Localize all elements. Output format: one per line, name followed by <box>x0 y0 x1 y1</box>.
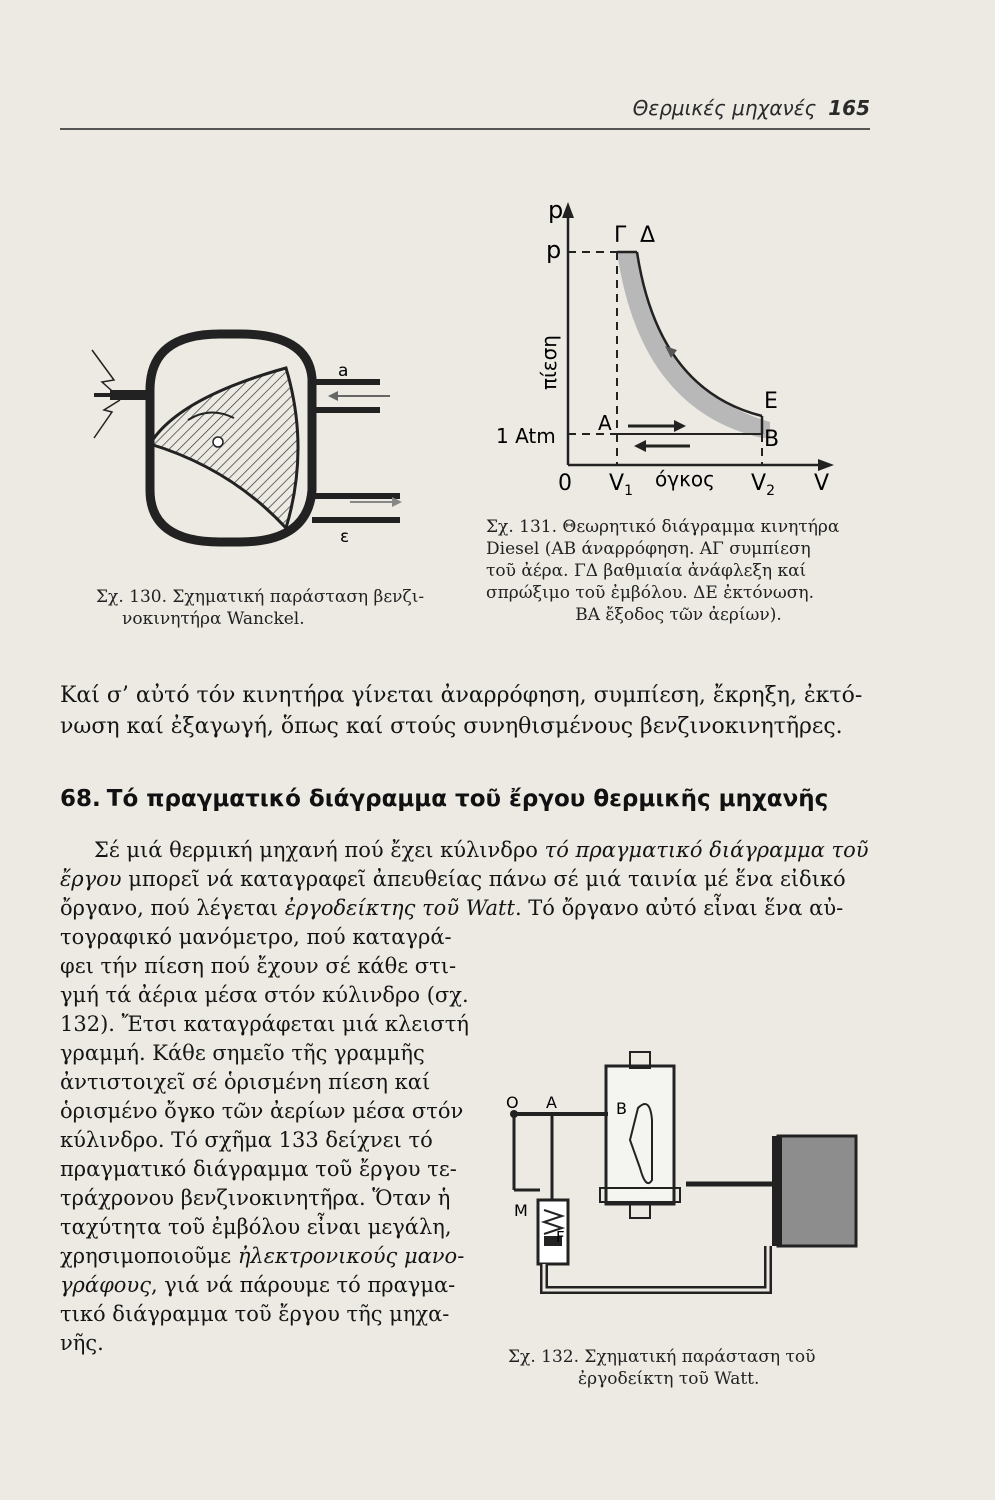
axis-x-letter: V <box>814 471 830 496</box>
caption-131-line-4: σπρώξιμο τοῦ ἐμβόλου. ΔΕ ἐκτόνωση. <box>486 583 814 603</box>
intro-paragraph <box>60 680 880 742</box>
figure-130-caption <box>96 586 436 630</box>
section-title-text: Τό πραγματικό διάγραμμα τοῦ ἔργου θερμικῆς μηχανῆς <box>106 786 829 812</box>
body-line-2: ἔργου μπορεῖ νά καταγραφεῖ ἀπευθείας πάνω σέ μιά ταινία μέ ἕνα εἰδικό <box>60 867 846 891</box>
body-narrow-line: νῆς. <box>60 1331 104 1355</box>
recording-drum <box>606 1066 674 1204</box>
point-delta: Δ <box>640 223 656 248</box>
intro-line-2: νωση καί ἐξαγωγή, ὅπως καί στούς συνηθισμένους βενζινοκινητῆρες. <box>60 714 843 739</box>
origin-label: 0 <box>558 471 572 496</box>
body-narrow-line: ταχύτητα τοῦ ἐμβόλου εἶναι μεγάλη, <box>60 1215 452 1239</box>
caption-130-line-1: Σχ. 130. Σχηματική παράσταση βενζι- <box>96 587 425 607</box>
body-narrow-line: 132). Ἔτσι καταγράφεται μιά κλειστή <box>60 1012 469 1036</box>
caption-130-line-2: νοκινητήρα Wanckel. <box>122 609 305 629</box>
figure-131-caption <box>486 516 871 626</box>
v1-label: $V_1$ <box>609 471 633 499</box>
connecting-pipe <box>544 1246 768 1290</box>
rotor-shape <box>150 368 298 528</box>
body-narrow-line: ὁρισμένο ὄγκο τῶν ἀερίων μέσα στόν <box>60 1099 464 1123</box>
body-narrow-line: γμή τά ἀέρια μέσα στόν κύλινδρο (σχ. <box>60 983 469 1007</box>
body-narrow-line: κύλινδρο. Τό σχῆμα 133 δείχνει τό <box>60 1128 433 1152</box>
body-narrow-line: τράχρονου βενζινοκινητῆρα. Ὅταν ἡ <box>60 1186 451 1210</box>
caption-132-line-1: Σχ. 132. Σχηματική παράσταση τοῦ <box>508 1347 816 1367</box>
work-area <box>617 252 770 438</box>
running-title: Θερμικές μηχανές <box>632 96 817 120</box>
body-line-3: ὄργανο, πού λέγεται ἐργοδείκτης τοῦ Watt. Τό ὄργανο αὐτό εἶναι ἕνα αὐ- <box>60 896 844 920</box>
page-number: 165 <box>828 96 870 120</box>
engine-cylinder <box>778 1136 856 1246</box>
body-line-1: Σέ μιά θερμική μηχανή πού ἔχει κύλινδρο τό πραγματικό διάγραμμα τοῦ <box>94 838 869 862</box>
volume-label: όγκος <box>655 467 715 491</box>
body-narrow-line: ἀντιστοιχεῖ σέ ὁρισμένη πίεση καί <box>60 1070 431 1094</box>
figure-131-diesel-diagram <box>490 190 850 500</box>
body-paragraph-narrow <box>60 923 480 1358</box>
axis-y-letter: p <box>548 196 564 224</box>
one-atm-label: 1 Atm <box>496 424 556 448</box>
point-e: E <box>764 389 778 414</box>
page-header <box>60 96 870 120</box>
body-paragraph-wide <box>60 836 880 923</box>
intro-line-1: Καί σ’ αὐτό τόν κινητήρα γίνεται ἀναρρόφηση, συμπίεση, ἔκρηξη, ἐκτό- <box>60 683 863 708</box>
body-narrow-line: χρησιμοποιοῦμε ἠλεκτρονικούς μανο- <box>60 1244 465 1268</box>
caption-131-line-2: Diesel (ΑΒ άναρρόφηση. ΑΓ συμπίεση <box>486 539 811 559</box>
body-narrow-line: γραμμή. Κάθε σημεῖο τῆς γραμμῆς <box>60 1041 425 1065</box>
v2-label: $V_2$ <box>751 471 775 499</box>
caption-132-line-2: ἐργοδείκτη τοῦ Watt. <box>578 1369 760 1389</box>
axis-y-title: πίεση <box>537 335 561 390</box>
section-number: 68. <box>60 786 101 812</box>
figure-132-caption <box>500 1346 870 1390</box>
label-o: O <box>506 1093 519 1112</box>
section-heading <box>60 786 880 812</box>
body-narrow-line: γράφους, γιά νά πάρουμε τό πραγμα- <box>60 1273 456 1297</box>
point-b: B <box>764 427 780 452</box>
label-a: a <box>338 361 349 381</box>
label-b: B <box>616 1099 627 1118</box>
point-a: A <box>598 411 612 435</box>
label-m: M <box>514 1201 528 1220</box>
figure-130-wankel-engine <box>80 320 430 560</box>
pressure-tick: p <box>546 236 562 264</box>
label-e: ε <box>340 527 350 547</box>
caption-131-line-5: ΒΑ ἔξοδος τῶν ἀερίων). <box>575 605 782 625</box>
spark-plug <box>110 390 146 400</box>
figure-132-watt-indicator <box>500 1040 870 1310</box>
caption-131-line-1: Σχ. 131. Θεωρητικό διάγραμμα κινητήρα <box>486 517 840 537</box>
label-f: F <box>556 1228 565 1246</box>
header-rule <box>60 128 870 130</box>
body-narrow-line: τικό διάγραμμα τοῦ ἔργου τῆς μηχα- <box>60 1302 450 1326</box>
point-gamma: Γ <box>614 223 627 248</box>
body-narrow-line: φει τήν πίεση πού ἔχουν σέ κάθε στι- <box>60 954 457 978</box>
body-narrow-line: πραγματικό διάγραμμα τοῦ ἔργου τε- <box>60 1157 457 1181</box>
body-narrow-line: τογραφικό μανόμετρο, πού καταγρά- <box>60 925 452 949</box>
label-a: A <box>546 1093 557 1112</box>
caption-131-line-3: τοῦ ἀέρα. ΓΔ βαθμιαία ἀνάφλεξη καί <box>486 561 807 581</box>
